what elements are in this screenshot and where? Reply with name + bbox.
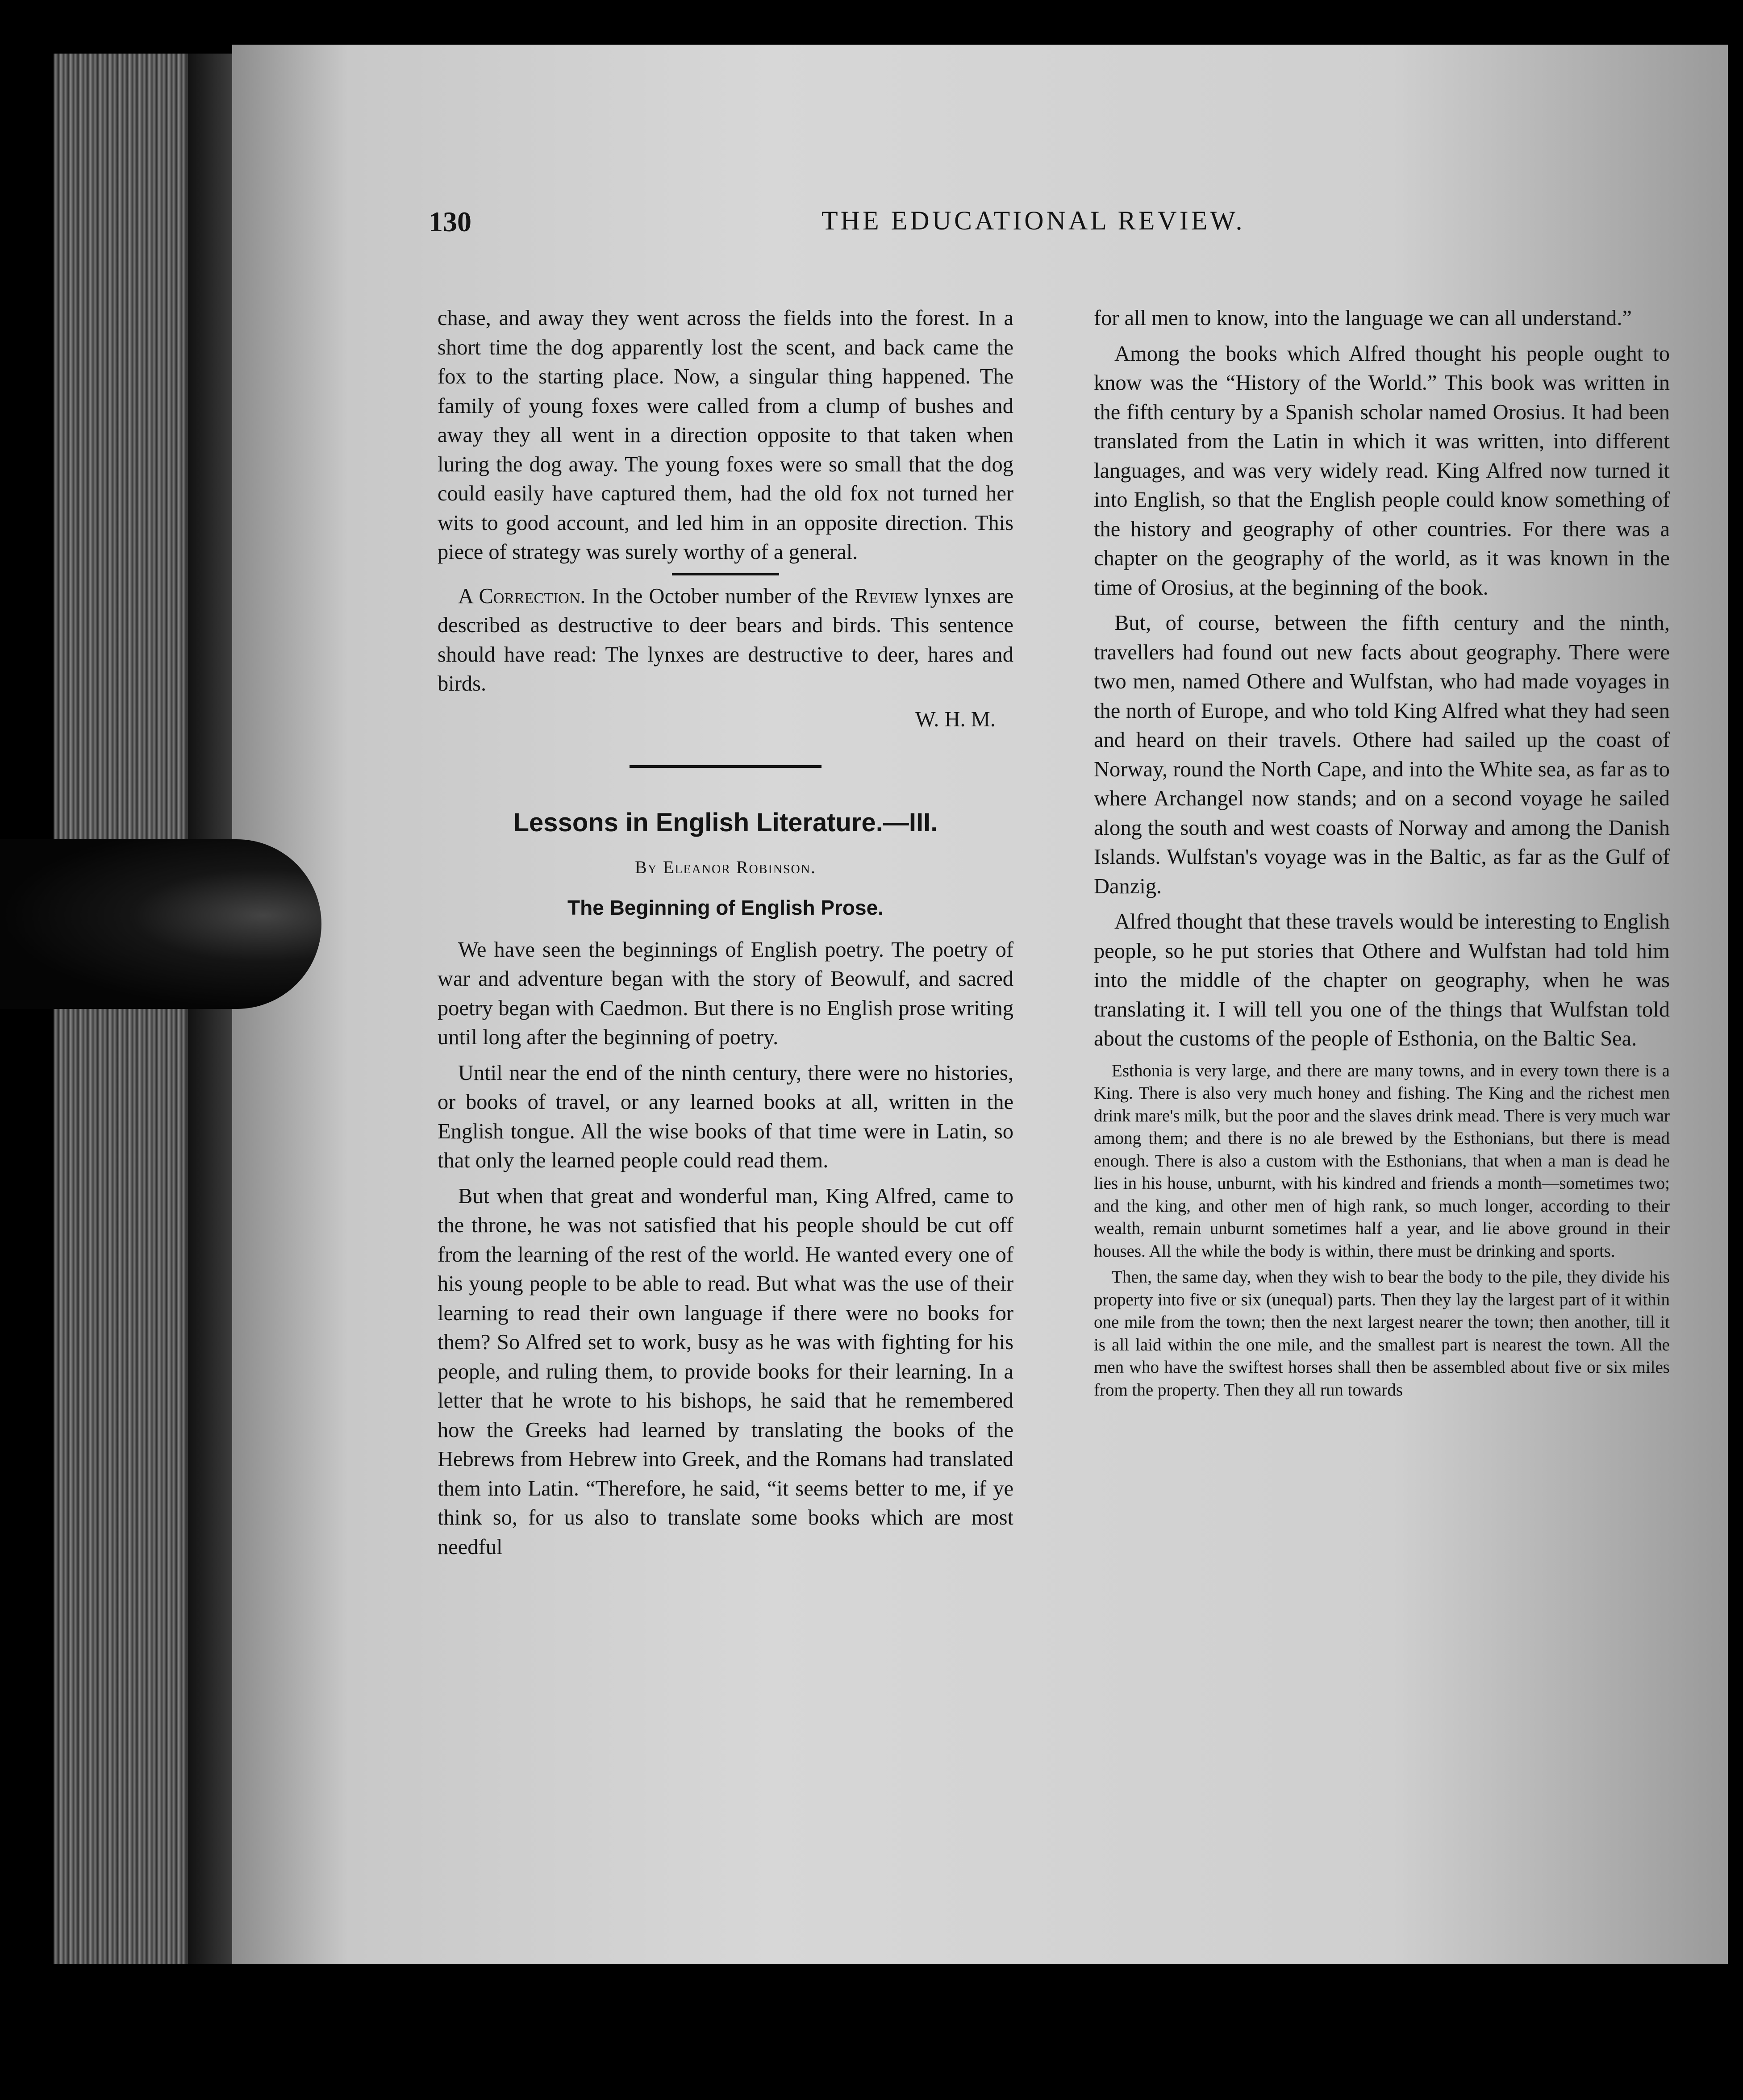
running-head bbox=[429, 201, 1643, 254]
correction-text-2: lynxes are described as destructive to deer bears and birds. This sentence should have read: The lynxes are destructive to deer, hares and birds. bbox=[438, 584, 1013, 696]
article-subtitle: The Beginning of English Prose. bbox=[567, 896, 884, 919]
quoted-passage bbox=[1094, 1060, 1670, 1402]
fox-story-paragraph: chase, and away they went across the fields into the forest. In a short time the dog apparently lost the scent, and back came the fox to the starting place. Now, a singular thing happened. The family of young foxes were called from a clump of bushes and away they all went in a direction opposite to that taken when luring the dog away. The young foxes were so small that the dog could easily have captured them, had the old fox not turned her wits to good account, and led him in an opposite direction. This piece of strategy was surely worthy of a general. bbox=[438, 306, 1013, 564]
article-divider bbox=[630, 765, 821, 768]
article-paragraph: Until near the end of the ninth century, there were no histories, or books of travel, or any learned books at all, written in the English tongue. All the wise books of that time were in Latin, so that only the learned people could read them. bbox=[438, 1061, 1013, 1172]
correction-signature: W. H. M. bbox=[915, 707, 996, 731]
section-divider bbox=[672, 573, 779, 575]
article-title: Lessons in English Literature.—III. bbox=[513, 808, 938, 837]
quoted-paragraph: Then, the same day, when they wish to bear the body to the pile, they divide his property into five or six (unequal) parts. Then they lay the largest part of it within one mile from the town; then the next largest nearer the town; then another, till it is all laid within the one mile, and the smallest part is nearest the town. All the men who have the swiftest horses shall then be assembled about five or six miles from the property. Then they all run towards bbox=[1094, 1267, 1670, 1400]
book-page bbox=[232, 45, 1728, 1964]
thumb-shadow bbox=[0, 839, 321, 1009]
article-paragraph: But when that great and wonderful man, King Alfred, came to the throne, he was not satisfied that his people should be cut off from the learning of the rest of the world. He wanted every one of his young people to be able to read. But what was the use of their learning to read their own language if there were no books for them? So Alfred set to work, busy as he was with fighting for his people, and ruling them, to provide books for their learning. In a letter that he wrote to his bishops, he said that he remembered how the Greeks had learned by translating the books of the Hebrews from Hebrew into Greek, and the Romans had translated them into Latin. “Therefore, he said, “it seems better to me, if ye think so, for us also to translate some books which are most needful bbox=[438, 1184, 1013, 1559]
article-paragraph: We have seen the beginnings of English poetry. The poetry of war and adventure began with the story of Beowulf, and sacred poetry began with Caedmon. But there is no English prose writing until long after the beginning of poetry. bbox=[438, 938, 1013, 1049]
journal-title: THE EDUCATIONAL REVIEW. bbox=[821, 206, 1245, 235]
article-paragraph: Alfred thought that these travels would be interesting to English people, so he put stories that Othere and Wulfstan had told him into the middle of the chapter on geography, when he was translating it. I will tell you one of the things that Wulfstan told about the customs of the people of Esthonia, on the Baltic Sea. bbox=[1094, 910, 1670, 1050]
correction-text: In the October number of the bbox=[592, 584, 848, 608]
correction-heading: A Correction. bbox=[458, 584, 586, 608]
right-column bbox=[1094, 304, 1670, 1405]
quoted-paragraph: Esthonia is very large, and there are many towns, and in every town there is a King. There is also very much honey and fishing. The King and the richest men drink mare's milk, but the poor and the slaves drink mead. There is very much war among them; and there is no ale brewed by the Esthonians, but there is mead enough. There is also a custom with the Esthonians, that when a man is dead he lies in his house, unburnt, with his kindred and friends a month—sometimes two; and the king, and other men of high rank, so much longer, according to their wealth, remain unburnt sometimes half a year, and lie above ground in their houses. All the while the body is within, there must be drinking and sports. bbox=[1094, 1061, 1670, 1261]
article-paragraph: for all men to know, into the language we can all understand.” bbox=[1094, 306, 1632, 330]
correction-review: Review bbox=[855, 584, 918, 608]
left-column bbox=[438, 304, 1013, 1568]
page-content bbox=[429, 201, 1670, 1897]
page-number: 130 bbox=[429, 206, 471, 238]
article-byline: By Eleanor Robinson. bbox=[634, 857, 816, 877]
correction-paragraph bbox=[438, 582, 1013, 699]
article-paragraph: But, of course, between the fifth century and the ninth, travellers had found out new facts about geography. There were two men, named Othere and Wulfstan, who had made voyages in the north of Europe, and who told King Alfred what they had seen and heard on their travels. Othere had sailed up the coast of Norway, round the North Cape, and into the White sea, as far as to where Archangel now stands; and on a second voyage he sailed along the south and west coasts of Norway and among the Danish Islands. Wulfstan's voyage was in the Baltic, as far as the Gulf of Danzig. bbox=[1094, 611, 1670, 898]
article-paragraph: Among the books which Alfred thought his people ought to know was the “History of the World.” This book was written in the fifth century by a Spanish scholar named Orosius. It had been translated from the Latin in which it was written, into different languages, and was very widely read. King Alfred now turned it into English, so that the English people could know something of the history and geography of other countries. For there was a chapter on the geography of the world, as it was known in the time of Orosius, at the beginning of the book. bbox=[1094, 342, 1670, 600]
